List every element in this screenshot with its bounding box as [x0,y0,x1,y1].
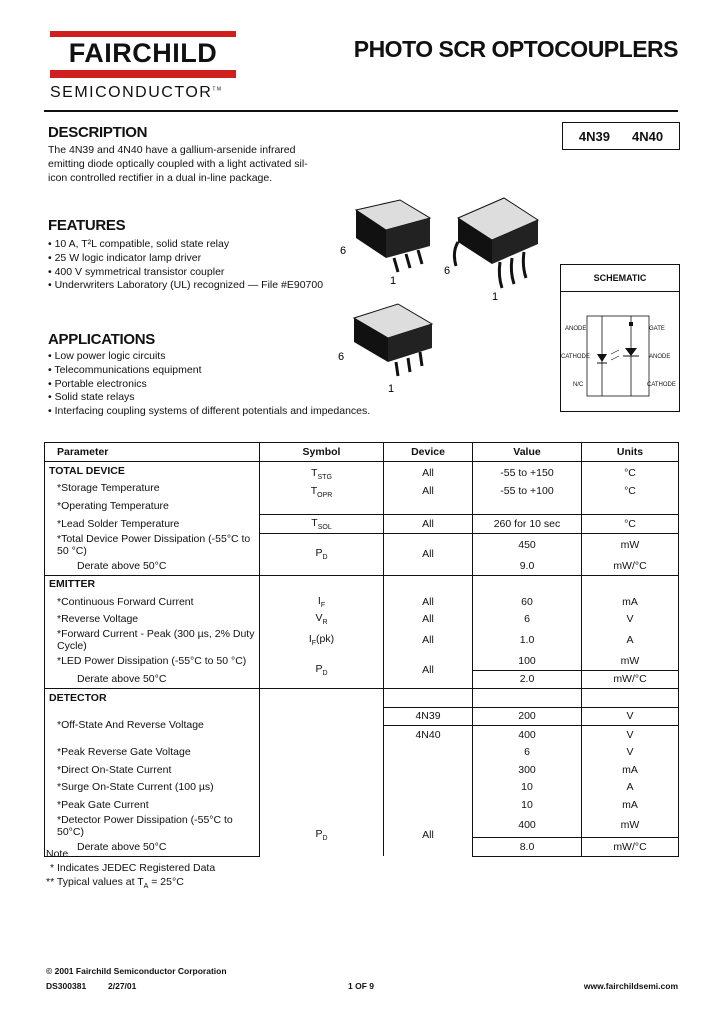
table-row: *Continuous Forward Current $I_F$ All 60 mA [45,593,679,611]
note-line: ** Typical values at $T_A = 25^\circ C$ [46,876,184,891]
list-item: • Portable electronics [48,378,370,392]
group-label: DETECTOR [45,689,260,708]
logo-bar-bottom [50,70,236,78]
table-row [45,462,679,480]
group-label: TOTAL DEVICE [45,462,260,480]
table-row: *Off-State And Reverse Voltage 4N39 200 V [45,707,679,726]
table-row: Derate above 50°C 8.0 mW/°C [45,838,679,857]
unit-cell: °C °C [582,462,679,515]
table-row: Derate above 50°C 2.0 mW/°C [45,670,679,689]
features-list [48,238,323,293]
doc-date: 2/27/01 [108,981,137,991]
part-number: 4N39 [578,128,610,144]
pin-label: 6 [340,245,347,257]
table-row [45,575,679,593]
list-item: • Interfacing coupling systems of different potentials and impedances. [48,405,370,419]
header-rule [44,110,678,112]
table-row: *Reverse Voltage $V_R$ All 6 V [45,611,679,629]
package-drawing-wide [438,188,548,300]
applications-list [48,350,370,419]
pin-label: CATHODE [561,354,590,360]
page-title: PHOTO SCR OPTOCOUPLERS [353,36,678,62]
description-heading: DESCRIPTION [48,124,148,141]
page-number: 1 OF 9 [348,981,374,991]
schematic-title: SCHEMATIC [561,265,679,292]
table-row: *Storage Temperature [45,480,679,498]
table-row: *Peak Gate Current 10 mA [45,796,679,814]
features-heading: FEATURES [48,217,126,234]
table-row: *Total Device Power Dissipation (-55°C to 50 °C) $P_D$ All 450 mW [45,533,679,557]
list-item: • 400 V symmetrical transistor coupler [48,266,323,280]
table-row: 4N40 400 V [45,726,679,744]
schematic-box [560,264,680,412]
pin-label: GATE [649,326,665,332]
pin-label: 1 [390,275,397,287]
notes [46,847,215,894]
note-title: Note [46,848,69,860]
table-row: *Forward Current - Peak (300 µs, 2% Duty Cycle) $I_F(pk)$ All 1.0 A [45,628,679,652]
copyright: © 2001 Fairchild Semiconductor Corporation [46,966,227,976]
value-cell: -55 to +150 -55 to +100 [473,462,582,515]
pin-label: ANODE [565,326,587,332]
note-line: * Indicates JEDEC Registered Data [50,862,216,874]
list-item: • 10 A, T²L compatible, solid state relay [48,238,323,252]
logo-subtitle: SEMICONDUCTOR™ [50,84,223,101]
list-item: • Telecommunications equipment [48,364,370,378]
column-header: Device [384,443,473,462]
pin-label: 1 [388,383,395,395]
pin-label: 1 [492,291,499,300]
pin-label: N/C [573,382,584,388]
pin-label: CATHODE [647,382,676,388]
list-item: • Solid state relays [48,391,370,405]
list-item: • 25 W logic indicator lamp driver [48,252,323,266]
table-header-row [45,443,679,462]
device-cell: All All [384,462,473,515]
logo-wordmark: FAIRCHILD [68,38,218,68]
table-row: *LED Power Dissipation (-55°C to 50 °C) $P_D$ All 100 mW [45,652,679,670]
column-header: Symbol [260,443,384,462]
package-drawing-dip [338,188,438,288]
part-number: 4N40 [632,128,664,144]
list-item: • Low power logic circuits [48,350,370,364]
pin-label: 6 [338,351,345,363]
table-row: *Surge On-State Current (100 µs) 10 A [45,779,679,797]
part-number-box [562,122,680,150]
column-header: Value [473,443,582,462]
table-row: *Operating Temperature [45,497,679,515]
applications-heading: APPLICATIONS [48,331,155,348]
package-drawing-smd [336,290,446,396]
table-row [45,689,679,708]
schematic-diagram [561,292,679,412]
column-header: Units [582,443,679,462]
table-row: *Detector Power Dissipation (-55°C to 50°C) $P_D$ All 400 mW [45,814,679,838]
table-row: Derate above 50°C 9.0 mW/°C [45,557,679,575]
group-label: EMITTER [45,575,260,593]
pin-label: 6 [444,265,451,277]
table-row: *Peak Reverse Gate Voltage 6 V [45,744,679,762]
description-text: The 4N39 and 4N40 have a gallium-arsenide infrared emitting diode optically coupled with a light activated sil- icon controlled rectifier in a dual in-line package. [48,144,308,184]
column-header: Parameter [45,443,260,462]
table-row: *Lead Solder Temperature $T_{SOL}$ All 260 for 10 sec °C [45,515,679,534]
list-item: • Underwriters Laboratory (UL) recognized — File #E90700 [48,279,323,293]
ratings-table [44,442,679,857]
website-link[interactable]: www.fairchildsemi.com [583,981,678,991]
table-row: *Direct On-State Current 300 mA [45,761,679,779]
logo-bar-top [50,31,236,37]
doc-number: DS300381 [46,981,87,991]
pin-label: ANODE [649,354,671,360]
symbol-cell: $T_{STG}$ $T_{OPR}$ [260,462,384,515]
